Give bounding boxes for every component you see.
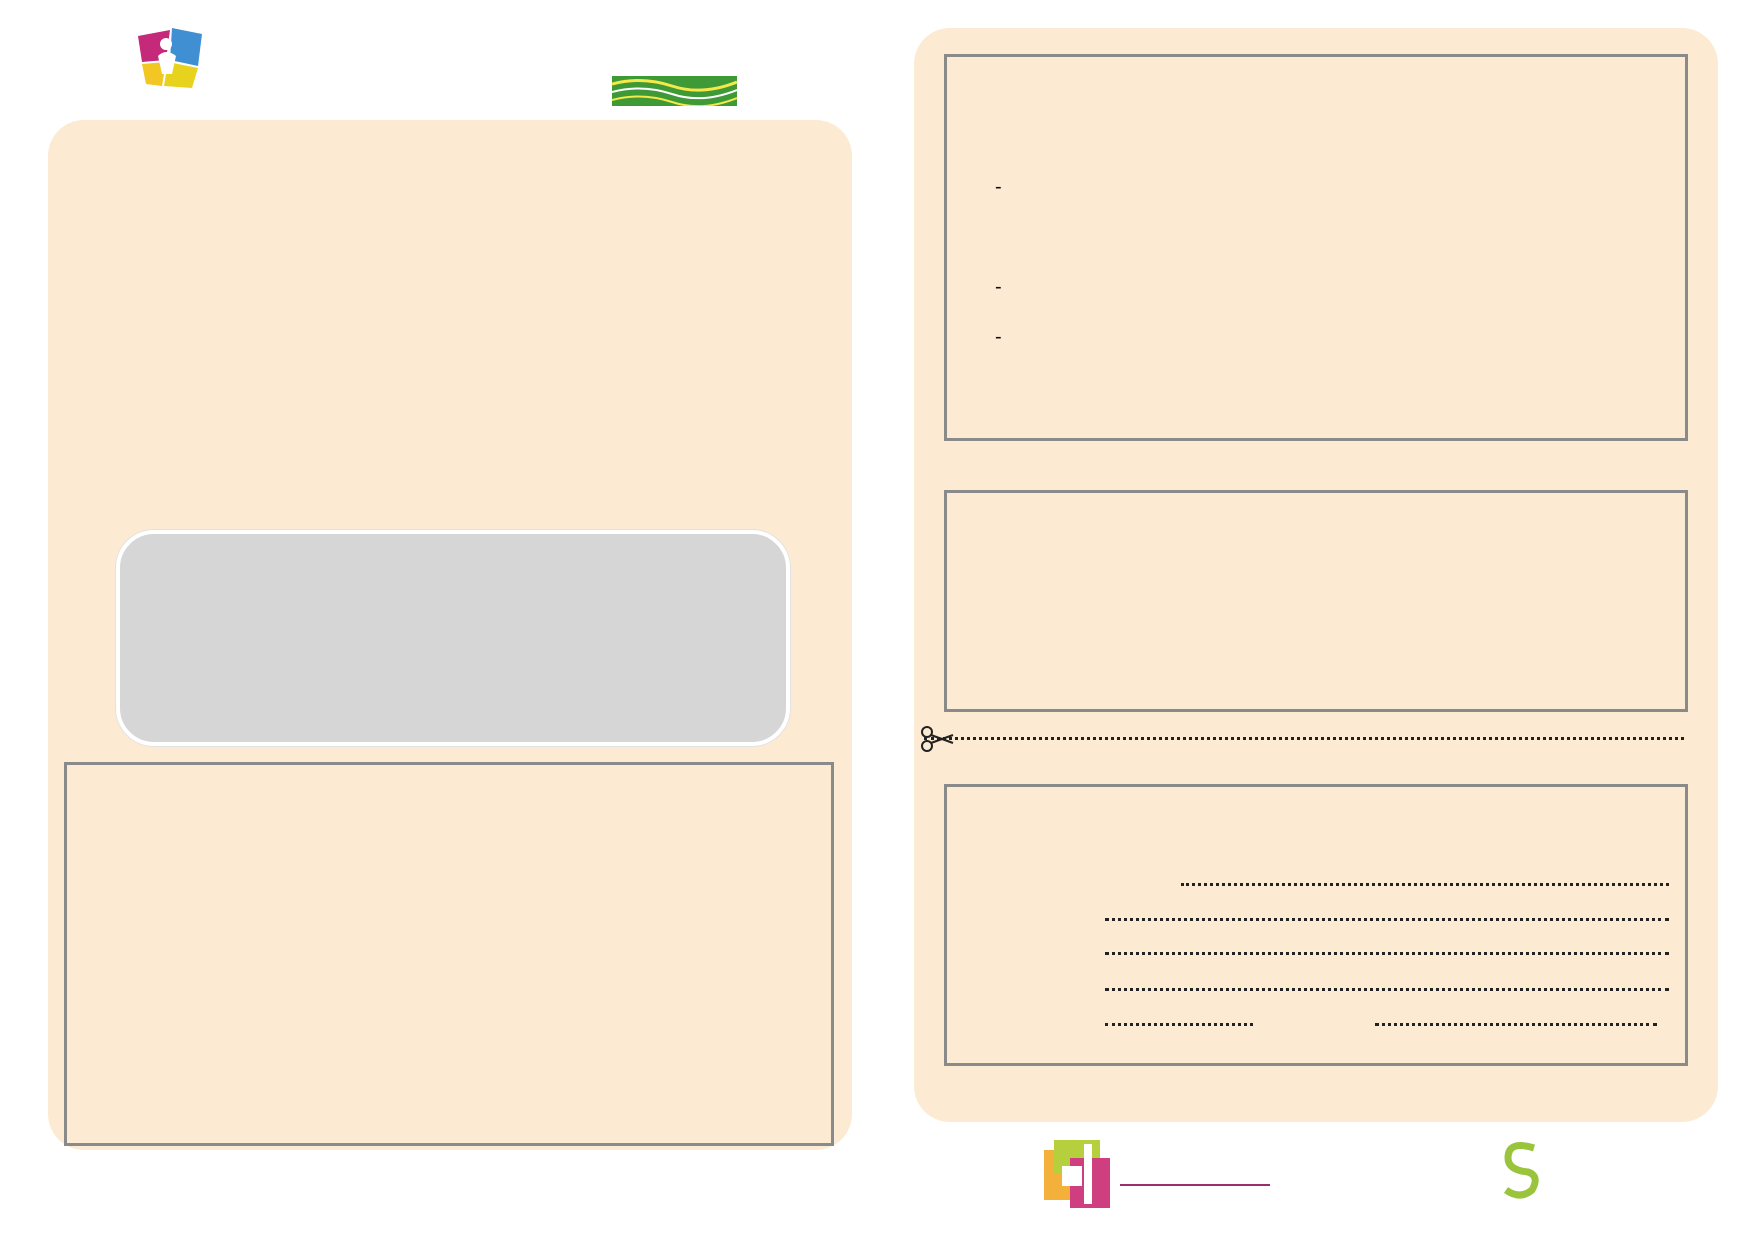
- objectives-box: [944, 54, 1688, 441]
- registration-bulletin-box: [944, 490, 1688, 712]
- form-input-organisation[interactable]: [1105, 918, 1669, 921]
- bullet-dash: -: [995, 326, 1002, 348]
- ars-logo-s-mark: [1500, 1140, 1540, 1200]
- form-input-name[interactable]: [1181, 883, 1669, 886]
- form-input-email[interactable]: [1375, 1023, 1657, 1026]
- ars-logo: [1448, 1140, 1544, 1210]
- mda14-logo: [136, 24, 356, 104]
- form-input-phone[interactable]: [1105, 1023, 1253, 1026]
- bullet-dash: -: [995, 276, 1002, 298]
- ireps-logo: [612, 20, 737, 108]
- mda14-logo-icon: [136, 26, 212, 90]
- ireps-logo-waves: [612, 76, 737, 106]
- form-input-city[interactable]: [1105, 988, 1669, 991]
- prc-logo: [1040, 1136, 1270, 1212]
- programme-box: [64, 762, 834, 1146]
- prc-logo-icon: [1040, 1136, 1118, 1212]
- registration-form: [944, 784, 1688, 1066]
- cut-line: [924, 737, 1684, 750]
- bullet-dash: -: [995, 176, 1002, 198]
- scissors-icon: [920, 726, 954, 752]
- form-input-address[interactable]: [1105, 952, 1669, 955]
- event-date-box: [116, 530, 790, 746]
- prc-logo-underline: [1120, 1184, 1270, 1186]
